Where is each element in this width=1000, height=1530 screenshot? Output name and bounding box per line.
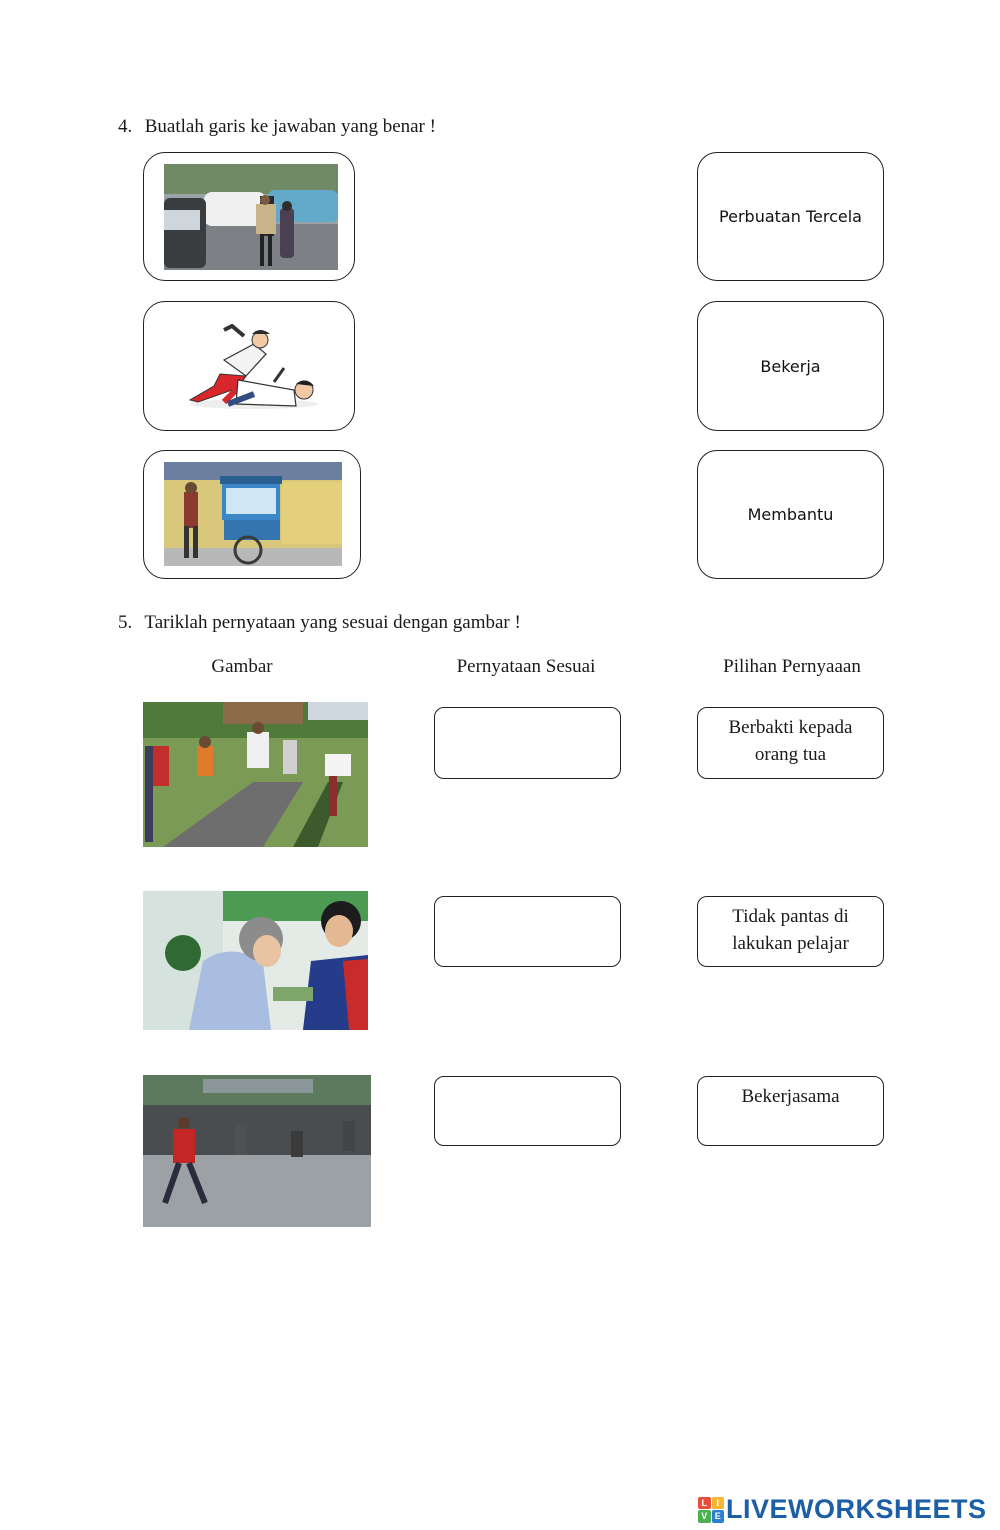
answer-slot-2[interactable] [434, 896, 621, 967]
question-4-title [118, 116, 436, 138]
image-police-helping [143, 152, 355, 281]
answer-label: Membantu [747, 505, 834, 524]
respecting-parent-image [143, 891, 368, 1030]
photo-respecting-parent [143, 891, 368, 1030]
column-header-pilihan-pernyataan: Pilihan Pernyaaan [723, 656, 861, 677]
choice-line: orang tua [754, 744, 827, 765]
community-cleanup-image [143, 702, 368, 847]
column-header-pernyataan-sesuai: Pernyataan Sesuai [456, 656, 596, 677]
police-helping-photo [164, 164, 338, 270]
image-street-vendor [143, 450, 361, 579]
answer-label: Bekerja [760, 356, 821, 376]
answer-slot-1[interactable] [434, 707, 621, 779]
column-header-gambar: Gambar [211, 656, 273, 677]
choice-line: Berbakti kepada [728, 717, 853, 738]
logo-letter: E [712, 1510, 725, 1523]
street-brawl-image [143, 1075, 371, 1227]
question-text: Buatlah garis ke jawaban yang benar ! [144, 116, 436, 137]
choice-tidak-pantas[interactable] [697, 896, 884, 967]
question-text: Tariklah pernyataan yang sesuai dengan gambar ! [144, 612, 521, 633]
answer-box-membantu[interactable] [697, 450, 884, 579]
question-5-title [118, 612, 521, 634]
choice-bekerjasama[interactable] [697, 1076, 884, 1146]
choice-line: Bekerjasama [741, 1086, 840, 1107]
logo-text: LIVEWORKSHEETS [726, 1494, 987, 1524]
logo-letter: L [698, 1497, 711, 1510]
choice-berbakti[interactable] [697, 707, 884, 779]
liveworksheets-logo [698, 1494, 987, 1525]
answer-box-perbuatan-tercela[interactable] [697, 152, 884, 281]
question-number: 5. [118, 612, 133, 633]
answer-label: Perbuatan Tercela [719, 207, 862, 226]
choice-line: lakukan pelajar [732, 933, 849, 954]
fighting-illustration [184, 324, 324, 414]
answer-box-bekerja[interactable] [697, 301, 884, 431]
photo-street-brawl [143, 1075, 371, 1227]
street-vendor-photo [164, 462, 342, 566]
photo-community-cleanup [143, 702, 368, 847]
choice-line: Tidak pantas di [732, 906, 849, 927]
image-fighting [143, 301, 355, 431]
logo-icon [698, 1497, 724, 1523]
logo-letter: V [698, 1510, 711, 1523]
logo-letter: I [712, 1497, 725, 1510]
question-number: 4. [118, 116, 133, 137]
answer-slot-3[interactable] [434, 1076, 621, 1146]
